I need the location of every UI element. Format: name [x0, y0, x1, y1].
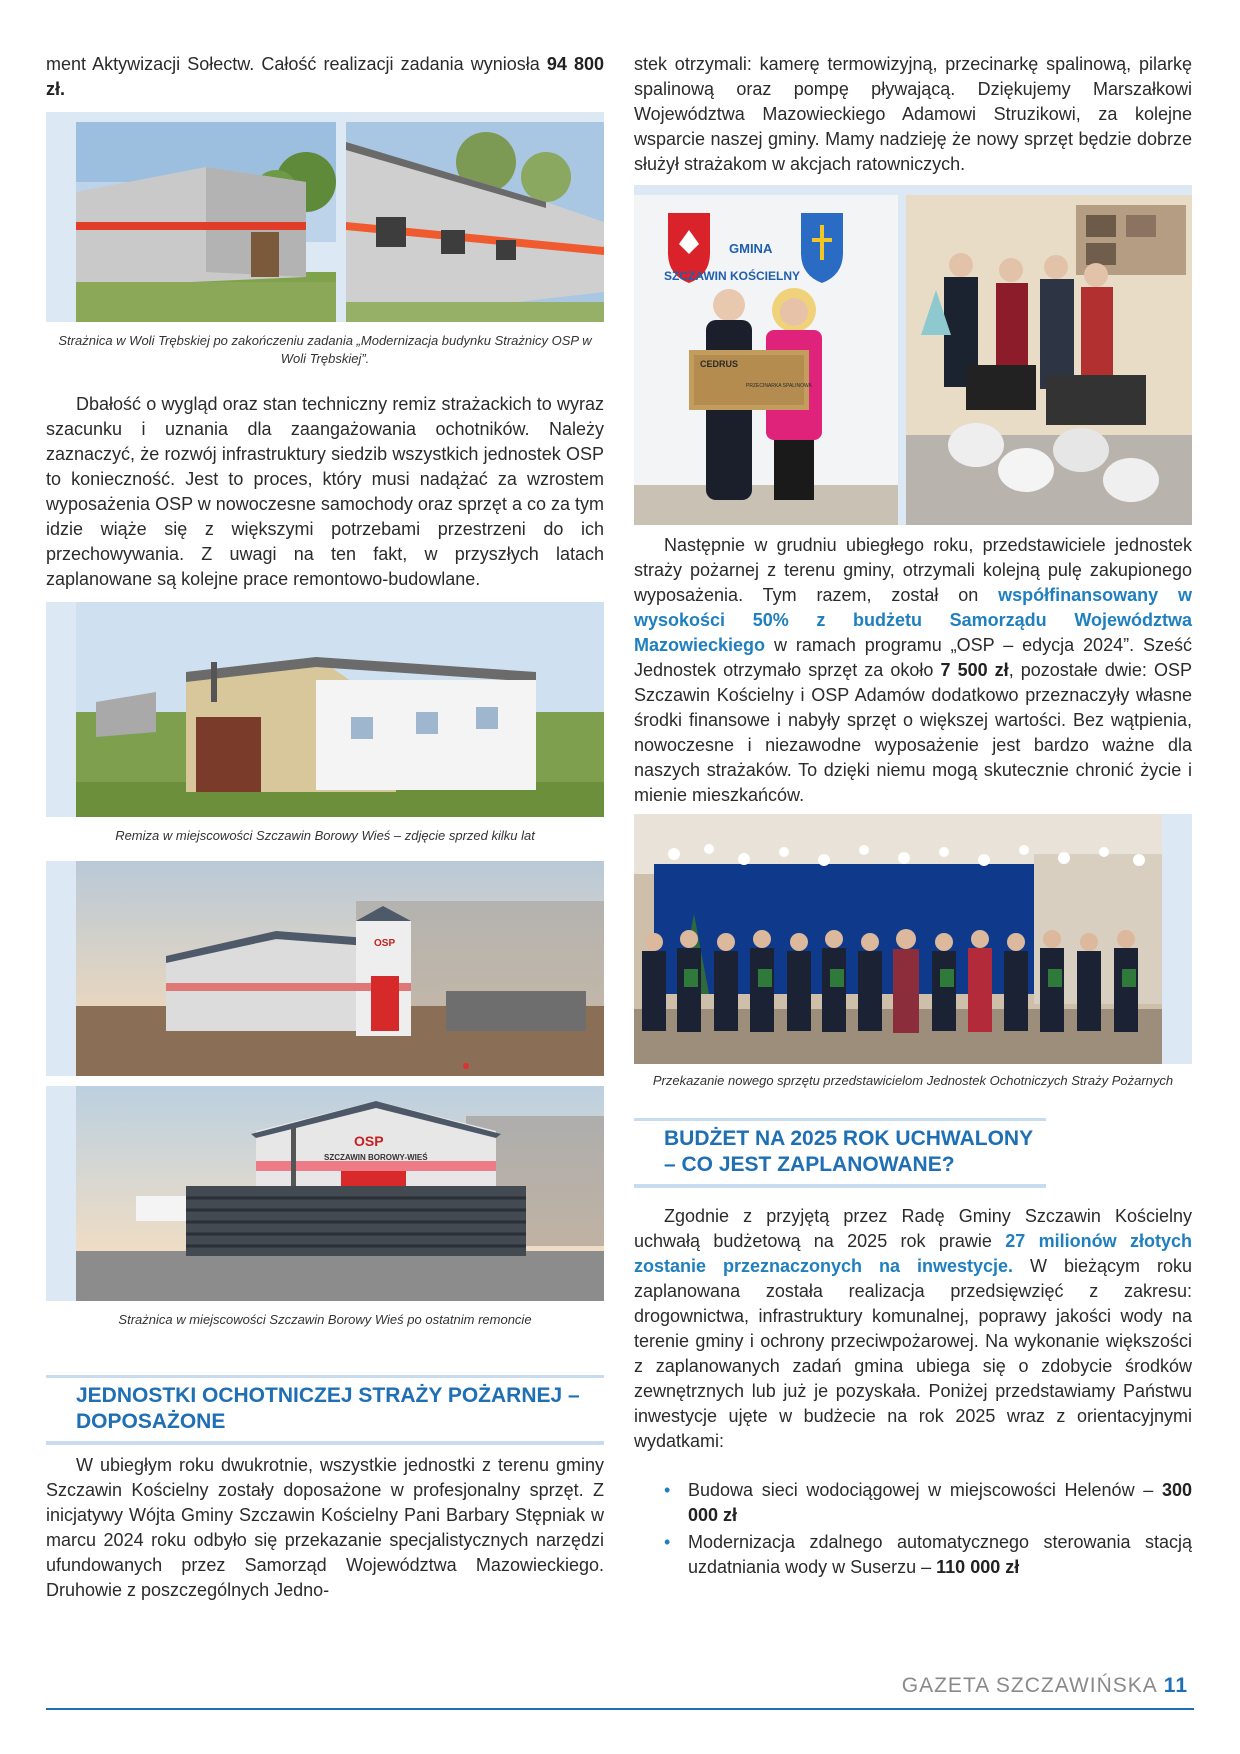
sign-gmina: GMINA [729, 241, 773, 256]
photo-group-image [634, 814, 1162, 1064]
photo-group [634, 814, 1192, 1064]
left-paragraph-2: W ubiegłym roku dwukrotnie, wszystkie jednostki z terenu gminy Szczawin Kościelny zostały doposażone w profesjonalny sprzęt. Z inicjatywy Wójta Gminy Szczawin Kościelny Pani Barbary Stępniak w marcu 2024 roku odbyło się przekazanie specjalistycznych narzędzi ufundowanych przez Samorząd Województwa Mazowieckiego. Druhowie z poszczególnych Jedno- [46, 1455, 604, 1600]
list-item-amount: 300 000 zł [688, 1480, 1192, 1525]
caption-remiza-new: Strażnica w miejscowości Szczawin Borowy Wieś po ostatnim remoncie [118, 1312, 532, 1327]
para1-amount: 7 500 zł [940, 660, 1009, 680]
caption-remiza-old: Remiza w miejscowości Szczawin Borowy Wieś – zdjęcie sprzed kilku lat [115, 828, 535, 843]
heading-jednostki [46, 1375, 604, 1445]
page-number: 11 [1163, 1674, 1188, 1697]
para1-text-a: Następnie w grudniu ubiegłego roku, przedstawiciele jednostek straży pożarnej z terenu gminy, otrzymali kolejną pulę zakupionego wyposażenia. Tym razem, został on [634, 535, 1192, 605]
right-paragraph-0: stek otrzymali: kamerę termowizyjną, przecinarkę spalinową, pilarkę spalinową oraz pompę pływającą. Dziękujemy Marszałkowi Województwa Mazowieckiego Adamowi Struzikowi, za kolejne wsparcie naszej gminy. Mamy nadzieję że nowy sprzęt będzie dobrze służył strażakom w akcjach ratowniczych. [634, 54, 1192, 174]
investment-list [634, 1478, 1192, 1580]
para1-highlight: współfinansowany w wysokości 50% z budżetu Samorządu Województwa Mazowieckiego [634, 585, 1192, 655]
footer-brand [902, 1674, 1188, 1698]
photo-remiza-new-2-image [76, 1086, 604, 1301]
para2-text-a: Zgodnie z przyjętą przez Radę Gminy Szczawin Kościelny uchwałą budżetową na 2025 rok prawie [634, 1206, 1192, 1251]
left-paragraph-1: Dbałość o wygląd oraz stan techniczny remiz strażackich to wyraz szacunku i uznania dla zaangażowania ochotników. Należy zaznaczyć, że rozwój infrastruktury siedzib wszystkich jednostek OSP to konieczność. Jest to proces, który musi nadążać za wzrostem wyposażenia OSP w nowoczesne samochody oraz sprzęt a co za tym idzie wiąże się z większymi potrzebami przestrzeni do ich przechowywania. Z uwagi na ten fakt, w przyszłych latach zaplanowane są kolejne prace remontowo-budowlane. [46, 394, 604, 589]
heading-jednostki-text: JEDNOSTKI OCHOTNICZEJ STRAŻY POŻARNEJ – DOPOSAŻONE [76, 1384, 580, 1433]
photo-handover-pair [634, 185, 1192, 525]
intro-text: ment Aktywizacji Sołectw. Całość realizacji zadania wyniosła [46, 54, 540, 74]
para2-text-b: W bieżącym roku zaplanowana została realizacja przedsięwzięć z zakresu: drogownictwa, infrastruktury komunalnej, poprawy jakości wody na terenie gminy i ochrony przeciwpożarowej. Na wykonanie większości z zaplanowanych zadań gmina ubiega się o zdobycie środków zewnętrznych lub już je pozyskała. Poniżej przedstawiamy Państwu inwestycje ujęte w budżecie na rok 2025 wraz z orientacyjnymi wydatkami: [634, 1256, 1192, 1451]
right-column [634, 52, 1192, 1582]
para2-highlight: 27 milionów złotych zostanie przeznaczonych na inwestycje. [634, 1231, 1192, 1276]
place-sign: SZCZAWIN BOROWY-WIEŚ [324, 1153, 428, 1162]
heading-rule-bottom [46, 1441, 604, 1445]
photo-handover-left [634, 195, 898, 525]
para1-text-c: , pozostałe dwie: OSP Szczawin Kościelny i OSP Adamów dodatkowo przeznaczyły własne środki finansowe i nabyły sprzęt o większej wartości. Bez wątpienia, nowoczesne i niezawodne wyposażenie jest bardzo ważne dla naszych strażaków. To dzięki niemu mogą skutecznie chronić życie i mienie mieszkańców. [634, 660, 1192, 805]
right-paragraph-1 [634, 533, 1192, 808]
box-label: PRZECINARKA SPALINOWA [746, 383, 812, 389]
caption-group: Przekazanie nowego sprzętu przedstawicielom Jednostek Ochotniczych Straży Pożarnych [652, 1073, 1174, 1088]
footer-brand-name: GAZETA SZCZAWIŃSKA [901, 1674, 1158, 1697]
photo-building-left [76, 122, 336, 322]
photo-building-right [346, 122, 604, 322]
right-paragraph-2 [634, 1204, 1192, 1454]
page-footer [46, 1672, 1194, 1710]
bullet-icon: • [664, 1480, 671, 1500]
photo-strazica-wola [46, 112, 604, 322]
heading-budzet [634, 1118, 1192, 1188]
photo-remiza-new-1-image [76, 861, 604, 1076]
photo-remiza-new-2 [46, 1086, 604, 1301]
photo-remiza-new-1 [46, 861, 604, 1076]
left-intro-paragraph [46, 52, 604, 102]
photo-remiza-old [46, 602, 604, 817]
heading-budzet-rule-bottom [634, 1184, 1046, 1188]
box-brand: CEDRUS [700, 359, 739, 369]
left-column [46, 52, 604, 1603]
list-item-amount: 110 000 zł [936, 1557, 1020, 1577]
list-item-text: Budowa sieci wodociągowej w miejscowości Helenów – [688, 1480, 1154, 1500]
osp-sign: OSP [354, 1133, 384, 1149]
list-item [634, 1478, 1192, 1528]
caption-strazica-wola: Strażnica w Woli Trębskiej po zakończeniu zadania „Modernizacja budynku Strażnicy OSP w Woli Trębskiej”. [58, 333, 592, 366]
heading-budzet-text: BUDŻET NA 2025 ROK UCHWALONY – CO JEST ZAPLANOWANE? [664, 1127, 1033, 1176]
photo-handover-right [906, 195, 1192, 525]
osp-sign-small: OSP [374, 938, 396, 949]
para1-text-b: w ramach programu „OSP – edycja 2024”. Sześć Jednostek otrzymało sprzęt za około [634, 635, 1192, 680]
sign-szczawin: SZCZAWIN KOŚCIELNY [664, 269, 801, 283]
bullet-icon: • [664, 1532, 671, 1552]
intro-amount: 94 800 zł. [46, 54, 604, 99]
list-item [634, 1530, 1192, 1580]
photo-remiza-old-image [76, 602, 604, 817]
list-item-text: Modernizacja zdalnego automatycznego sterowania stacją uzdatniania wody w Suserzu – [688, 1532, 1192, 1577]
